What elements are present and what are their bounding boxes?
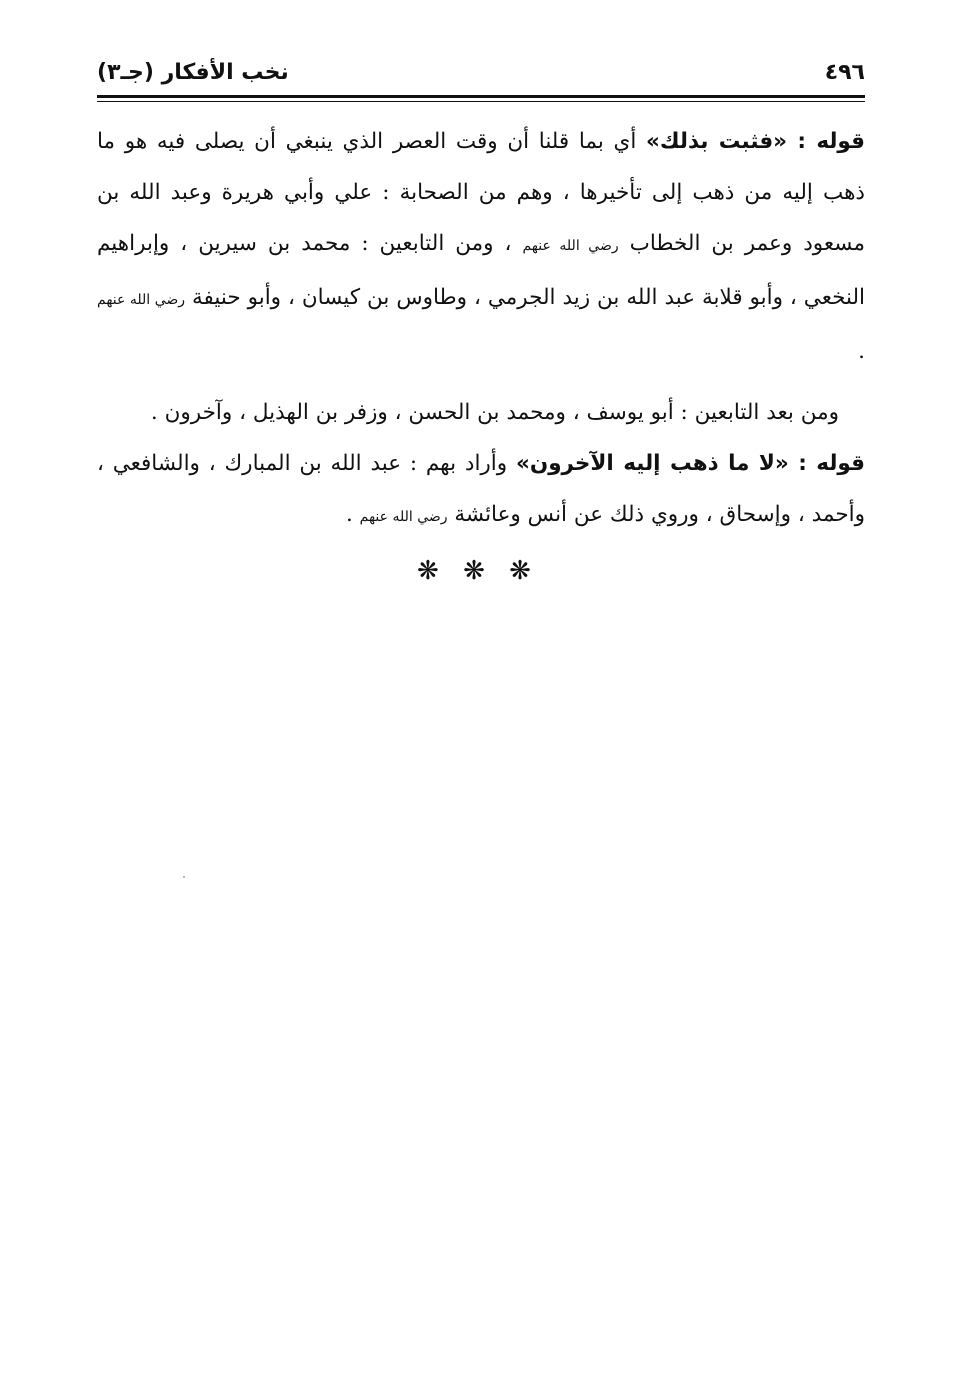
commentary-lead: قوله : <box>788 451 865 476</box>
honorific-glyph: رضي الله عنهم <box>359 509 448 525</box>
honorific-glyph: رضي الله عنهم <box>522 238 619 254</box>
paragraph-text: ومن بعد التابعين : أبو يوسف ، ومحمد بن الحسن ، وزفر بن الهذيل ، وآخرون . <box>150 400 839 425</box>
paragraph-text-end: . <box>858 339 865 364</box>
header-rule-thick <box>97 95 865 98</box>
header-rule-thin <box>97 101 865 102</box>
quoted-phrase: «فثبت بذلك» <box>646 129 788 154</box>
paragraph-1 <box>97 116 865 377</box>
paragraph-text: أي بما قلنا أن وقت العصر الذي ينبغي أن يصلى فيه هو ما ذهب إليه من ذهب إلى تأخيرها ، وهم من الصحابة : علي وأبي هريرة وعبد الله بن مسعود وعمر بن الخطاب <box>97 129 865 256</box>
body-text <box>97 116 865 543</box>
page-number: ٤٩٦ <box>824 60 865 85</box>
paragraph-text-continued: ، ومن التابعين : محمد بن سيرين ، وإبراهيم النخعي ، وأبو قلابة عبد الله بن زيد الجرمي ، وطاوس بن كيسان ، وأبو حنيفة <box>97 231 865 310</box>
paragraph-text-end: . <box>345 502 360 527</box>
running-title: نخب الأفكار (جـ٣) <box>97 60 289 85</box>
scan-speck <box>183 876 185 878</box>
paragraph-text: وأراد بهم : عبد الله بن المبارك ، والشافعي ، وأحمد ، وإسحاق ، وروي ذلك عن أنس وعائشة <box>97 451 865 527</box>
section-divider-stars: ❋ ❋ ❋ <box>417 556 539 586</box>
commentary-lead: قوله : <box>787 129 865 154</box>
quoted-phrase: «لا ما ذهب إليه الآخرون» <box>515 451 789 476</box>
page-header <box>97 52 865 96</box>
honorific-glyph: رضي الله عنهم <box>97 292 186 308</box>
paragraph-3 <box>97 438 865 543</box>
paragraph-2 <box>97 387 865 438</box>
